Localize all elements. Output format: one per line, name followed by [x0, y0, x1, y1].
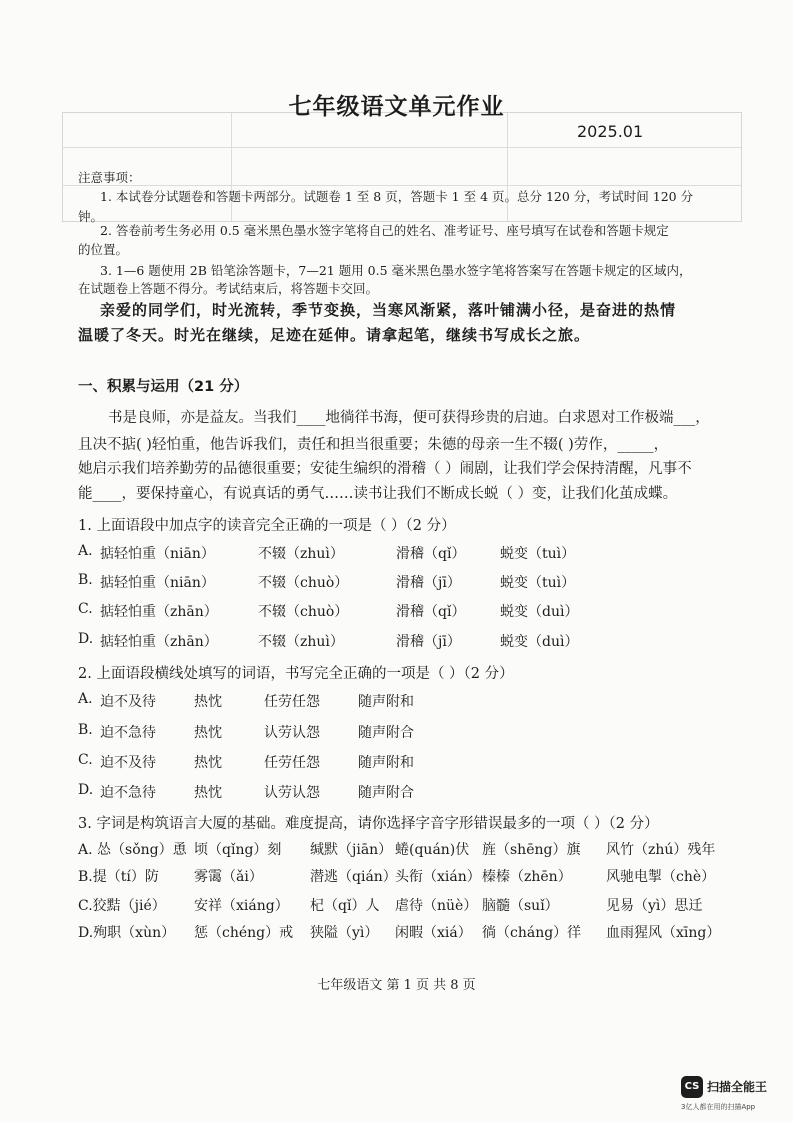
passage-line-2: 且决不掂( )轻怕重，他告诉我们，责任和担当很重要；朱德的母亲一生不辍( )劳作，_____， — [78, 437, 669, 453]
option-item: 滑稽（qǐ） — [396, 546, 466, 562]
question-1-option-a — [78, 543, 758, 565]
option-item: 随声附合 — [358, 725, 414, 741]
option-item: 迫不急待 — [100, 725, 156, 741]
option-item: 滑稽（qǐ） — [396, 604, 466, 620]
question-1-option-c — [78, 601, 758, 623]
option-item: 虐待（nüè） — [395, 898, 478, 914]
option-item: 蜕变（tuì） — [500, 546, 576, 562]
option-item: 不辍（zhuì） — [258, 546, 344, 562]
option-item: 迫不及待 — [100, 755, 156, 771]
question-2-option-d — [78, 782, 758, 804]
scanner-watermark — [681, 1076, 781, 1116]
option-item: 旌（shēng）旗 — [482, 842, 581, 858]
option-item: 风竹（zhú）残年 — [606, 842, 716, 858]
passage-line-1: 书是良师，亦是益友。当我们____地徜徉书海，便可获得珍贵的启迪。白求恩对工作极端___， — [108, 410, 710, 426]
question-3-option-d — [78, 922, 758, 944]
option-item: 掂轻怕重（niān） — [100, 546, 215, 562]
notice-heading: 注意事项： — [78, 170, 141, 185]
option-item: 蜕变（duì） — [500, 604, 579, 620]
option-item: 随声附和 — [358, 755, 414, 771]
option-item: 不辍（chuò） — [258, 604, 349, 620]
question-2-option-c — [78, 752, 758, 774]
option-item: 不辍（zhuì） — [258, 634, 344, 650]
option-letter: D. — [78, 782, 94, 798]
option-item: 惩（chéng）戒 — [194, 925, 294, 941]
option-item: 狭隘（yì） — [310, 925, 379, 941]
question-1-option-d — [78, 631, 758, 653]
option-item: 蜕变（tuì） — [500, 575, 576, 591]
question-3-option-a — [78, 839, 758, 861]
option-item: 闲暇（xiá） — [395, 925, 472, 941]
exam-title: 七年级语文单元作业 — [288, 94, 505, 120]
option-item: 热忱 — [194, 755, 222, 771]
scanner-app-name: 扫描全能王 — [707, 1080, 768, 1094]
scanner-app-tagline: 3亿人都在用的扫描App — [681, 1103, 756, 1111]
option-item: 蜷(quán)伏 — [395, 842, 470, 858]
option-item: D.殉职（xùn） — [78, 925, 176, 941]
option-item: 迫不及待 — [100, 694, 156, 710]
notice-item-3-line-2: 在试题卷上答题不得分。考试结束后，将答题卡交回。 — [78, 281, 379, 296]
passage-line-4: 能____，要保持童心，有说真话的勇气……读书让我们不断成长蜕（ ）变，让我们化茧成蝶。 — [78, 486, 678, 502]
option-item: 掂轻怕重（niān） — [100, 575, 215, 591]
option-item: 雾霭（ǎi） — [194, 869, 263, 885]
question-2-option-b — [78, 722, 758, 744]
option-letter: A. — [78, 543, 93, 559]
option-item: 风驰电掣（chè） — [606, 869, 716, 885]
question-1-stem: 1. 上面语段中加点字的读音完全正确的一项是（ ）（2 分） — [78, 518, 456, 534]
option-item: C.狡黠（jié） — [78, 898, 166, 914]
notice-item-2-line-2: 的位置。 — [78, 242, 129, 257]
option-item: 热忱 — [194, 694, 222, 710]
exam-date: 2025.01 — [577, 122, 644, 141]
option-item: 缄默（jiān） — [310, 842, 393, 858]
notice-item-2-line-1: 2. 答卷前考生务必用 0.5 毫米黑色墨水签字笔将自己的姓名、准考证号、座号填写在试卷和答题卡规定 — [100, 223, 669, 238]
option-item: B.提（tí）防 — [78, 869, 159, 885]
question-2-option-a — [78, 691, 758, 713]
notice-item-3-line-1: 3. 1—6 题使用 2B 铅笔涂答题卡，7—21 题用 0.5 毫米黑色墨水签字笔将答案写在答题卡规定的区域内， — [100, 263, 692, 278]
notice-item-1-line-2: 钟。 — [78, 209, 104, 224]
option-item: 热忱 — [194, 725, 222, 741]
question-3-option-c — [78, 895, 758, 917]
option-item: 不辍（chuò） — [258, 575, 349, 591]
option-item: 迫不急待 — [100, 785, 156, 801]
section-heading: 一、积累与运用（21 分） — [78, 379, 249, 395]
option-item: 杞（qǐ）人 — [310, 898, 380, 914]
option-item: 热忱 — [194, 785, 222, 801]
intro-line-2: 温暖了冬天。时光在继续，足迹在延伸。请拿起笔，继续书写成长之旅。 — [78, 326, 591, 344]
option-item: 掂轻怕重（zhān） — [100, 634, 218, 650]
option-letter: A. — [78, 691, 93, 707]
option-item: 滑稽（jī） — [396, 575, 461, 591]
option-letter: C. — [78, 601, 93, 617]
option-item: 蜕变（duì） — [500, 634, 579, 650]
option-item: A. 怂（sǒng）恿 — [78, 842, 187, 858]
option-letter: D. — [78, 631, 94, 647]
intro-line-1: 亲爱的同学们，时光流转，季节变换，当寒风渐紧，落叶铺满小径，是奋进的热情 — [100, 301, 677, 319]
notice-item-1-line-1: 1. 本试卷分试题卷和答题卡两部分。试题卷 1 至 8 页，答题卡 1 至 4 页。总分 120 分，考试时间 120 分 — [100, 189, 694, 204]
option-item: 头衔（xián） — [395, 869, 481, 885]
option-item: 徜（cháng）徉 — [482, 925, 582, 941]
option-item: 榛榛（zhēn） — [482, 869, 572, 885]
option-item: 见易（yì）思迁 — [606, 898, 703, 914]
option-item: 任劳任怨 — [264, 755, 320, 771]
question-3-option-b — [78, 866, 758, 888]
page-footer: 七年级语文 第 1 页 共 8 页 — [317, 978, 476, 993]
option-item: 潜逃（qián） — [310, 869, 397, 885]
option-item: 掂轻怕重（zhān） — [100, 604, 218, 620]
option-item: 滑稽（jī） — [396, 634, 461, 650]
option-item: 任劳任怨 — [264, 694, 320, 710]
question-1-option-b — [78, 572, 758, 594]
question-2-stem: 2. 上面语段横线处填写的词语，书写完全正确的一项是（ ）（2 分） — [78, 666, 514, 682]
question-3-stem: 3. 字词是构筑语言大厦的基础。难度提高，请你选择字音字形错误最多的一项（ ）（2 分） — [78, 816, 659, 832]
option-letter: B. — [78, 572, 93, 588]
option-item: 认劳认怨 — [264, 785, 320, 801]
option-item: 随声附和 — [358, 694, 414, 710]
scanner-logo-icon: CS — [681, 1076, 703, 1098]
passage-line-3: 她启示我们培养勤劳的品德很重要；安徒生编织的滑稽（ ）闹剧，让我们学会保持清醒，凡事不 — [78, 461, 692, 477]
option-letter: B. — [78, 722, 93, 738]
option-item: 顷（qǐng）刻 — [194, 842, 282, 858]
option-item: 血雨猩风（xīng） — [606, 925, 721, 941]
option-item: 安祥（xiáng） — [194, 898, 289, 914]
option-letter: C. — [78, 752, 93, 768]
option-item: 认劳认怨 — [264, 725, 320, 741]
option-item: 随声附合 — [358, 785, 414, 801]
option-item: 脑髓（suǐ） — [482, 898, 559, 914]
